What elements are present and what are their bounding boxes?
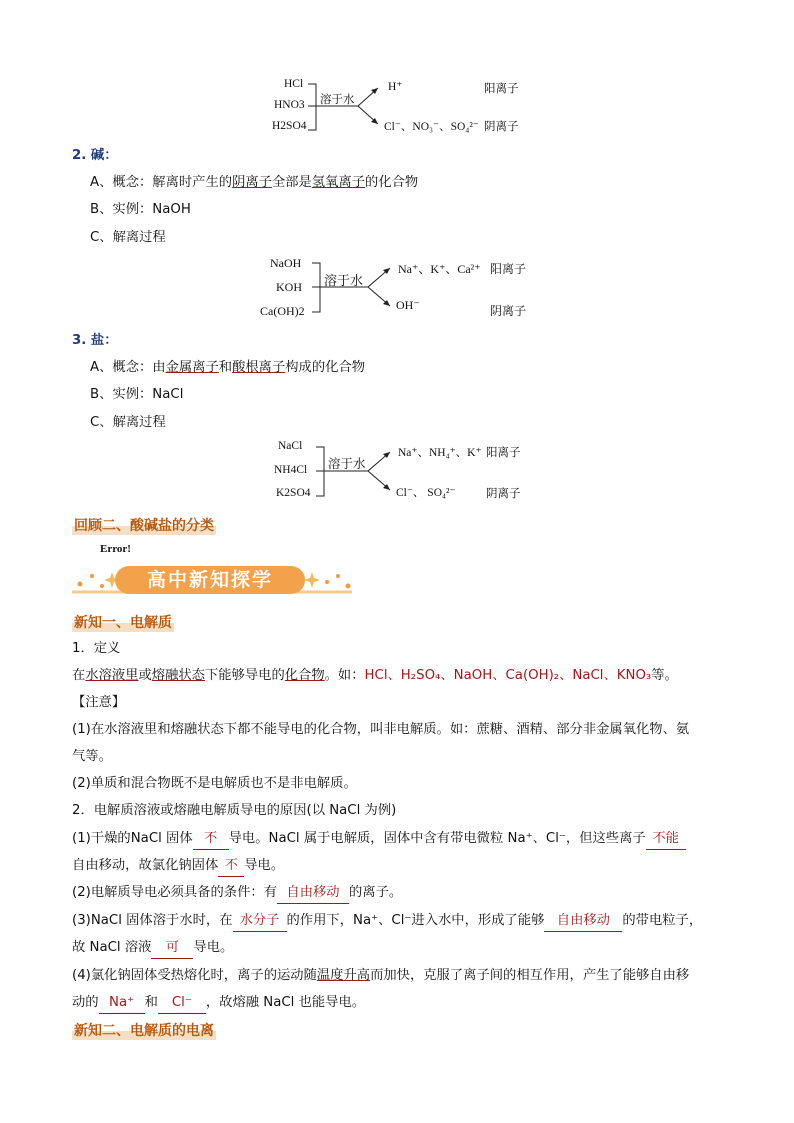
base-dissociation-diagram	[258, 254, 548, 322]
process-label: 溶于水	[320, 94, 355, 106]
reason-2: (2)电解质导电必须具备的条件：有 自由移动 的离子。	[72, 883, 402, 904]
cation: Na⁺、NH₄⁺、K⁺	[398, 447, 482, 459]
reactant: HCl	[284, 78, 304, 90]
banner-title: 高中新知探学	[115, 566, 305, 594]
reactant: HNO3	[274, 99, 305, 111]
reactant: NH4Cl	[274, 464, 308, 476]
cation: H⁺	[388, 81, 403, 93]
error-text: Error!	[100, 543, 131, 555]
note-2: (2)单质和混合物既不是电解质也不是非电解质。	[72, 776, 357, 791]
cation-label: 阳离子	[484, 83, 519, 95]
reason-1-cont: 自由移动，故氯化钠固体 不 导电。	[72, 856, 284, 877]
salt-dissociation-diagram	[268, 438, 530, 506]
process-label: 溶于水	[324, 273, 364, 288]
reason-1: (1)干燥的NaCl 固体 不 导电。NaCl 属于电解质，固体中含有带电微粒 Na⁺、Cl⁻，但这些离子 不能	[72, 829, 686, 850]
note-1-cont: 气等。	[72, 749, 112, 764]
fill-blank: 水分子	[233, 911, 287, 932]
process-label: 溶于水	[328, 457, 366, 471]
reason-4-cont: 动的 Na⁺ 和 Cl⁻ ，故熔融 NaCl 也能导电。	[72, 993, 365, 1014]
reason-4: (4)氯化钠固体受热熔化时，离子的运动随温度升高而加快，克服了离子间的相互作用，产生了能够自由移	[72, 968, 690, 983]
note-1: (1)在水溶液里和熔融状态下都不能导电的化合物，叫非电解质。如：蔗糖、酒精、部分非金属氧化物、氨	[72, 722, 690, 737]
fill-blank: 不	[193, 829, 229, 850]
note-title: 【注意】	[72, 695, 126, 710]
reason-title: 2．电解质溶液或熔融电解质导电的原因(以 NaCl 为例)	[72, 803, 397, 818]
anion-label: 阴离子	[484, 121, 519, 133]
reactant: NaCl	[278, 440, 303, 452]
anion: Cl⁻、NO₃⁻、SO₄²⁻	[384, 121, 479, 133]
base-heading: 2. 碱：	[72, 148, 118, 163]
reason-3: (3)NaCl 固体溶于水时，在 水分子 的作用下，Na⁺、Cl⁻进入水中，形成了能够 自由移动 的带电粒子，	[72, 911, 702, 932]
cation-label: 阳离子	[486, 447, 521, 459]
reactant: NaOH	[270, 256, 302, 270]
fill-blank: 不能	[646, 829, 686, 850]
salt-heading: 3. 盐：	[72, 333, 118, 348]
fill-blank: 自由移动	[544, 911, 622, 932]
definition-text: 在水溶液里或熔融状态下能够导电的化合物。如：HCl、H₂SO₄、NaOH、Ca(OH)₂、NaCl、KNO₃等。	[72, 668, 678, 683]
anion-label: 阴离子	[490, 304, 527, 318]
examples: HCl、H₂SO₄、NaOH、Ca(OH)₂、NaCl、KNO₃	[364, 668, 652, 683]
review2-heading: 回顾二、酸碱盐的分类	[72, 515, 216, 535]
base-concept: A、概念：解离时产生的阴离子全部是氢氧离子的化合物	[90, 175, 419, 190]
salt-example: B、实例：NaCl	[90, 387, 184, 402]
fill-blank: Cl⁻	[158, 993, 206, 1014]
acid-dissociation-diagram	[270, 76, 550, 138]
fill-blank: Na⁺	[99, 993, 145, 1014]
reason-3-cont: 故 NaCl 溶液 可 导电。	[72, 938, 233, 959]
definition-title: 1．定义	[72, 641, 121, 656]
reactant: H2SO4	[272, 120, 307, 132]
base-process-title: C、解离过程	[90, 230, 166, 245]
fill-blank: 可	[151, 938, 193, 959]
anion: OH⁻	[396, 298, 420, 312]
reactant: Ca(OH)2	[260, 304, 305, 318]
reactant: KOH	[276, 280, 302, 294]
anion: Cl⁻、 SO₄²⁻	[396, 487, 456, 499]
fill-blank: 不	[218, 856, 244, 877]
salt-process-title: C、解离过程	[90, 415, 166, 430]
anion-label: 阴离子	[486, 488, 521, 500]
base-example: B、实例：NaOH	[90, 202, 191, 217]
salt-concept: A、概念：由金属离子和酸根离子构成的化合物	[90, 360, 366, 375]
reactant: K2SO4	[276, 487, 311, 499]
new2-heading: 新知二、电解质的电离	[72, 1020, 216, 1040]
cation-label: 阳离子	[490, 262, 527, 276]
fill-blank: 自由移动	[277, 883, 349, 904]
new1-heading: 新知一、电解质	[72, 612, 174, 632]
cation: Na⁺、K⁺、Ca²⁺	[398, 262, 481, 276]
